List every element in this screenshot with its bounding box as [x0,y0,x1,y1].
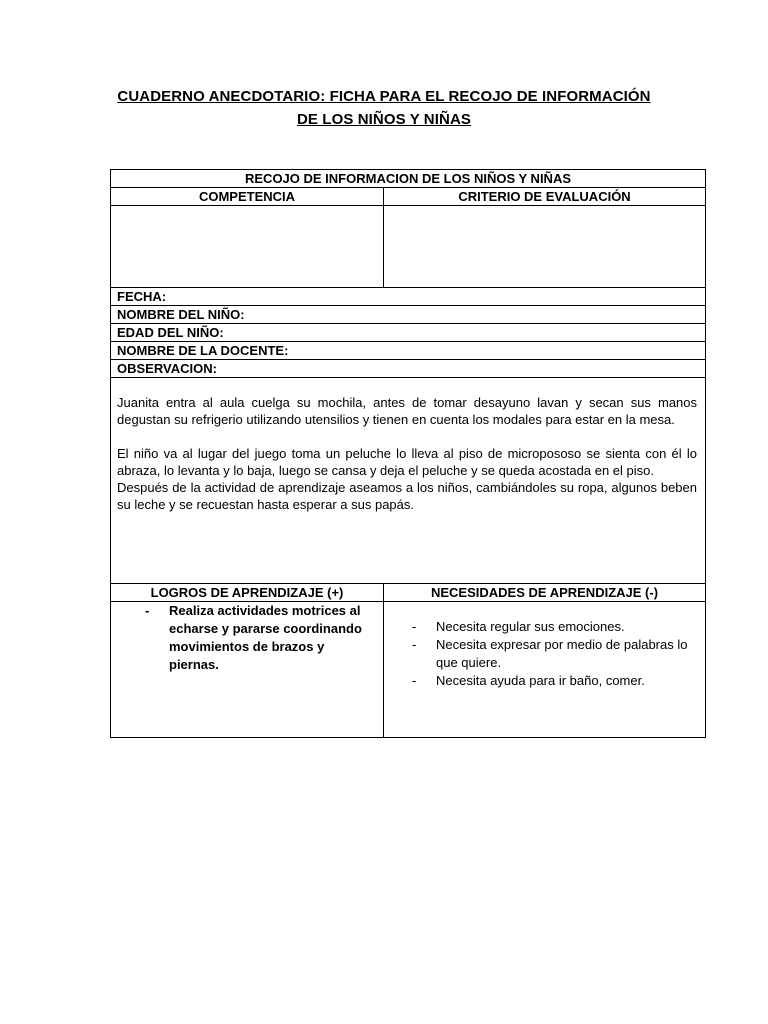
necesidad-item: - Necesita ayuda para ir baño, comer. [390,672,699,690]
fecha-label: FECHA: [111,288,706,306]
observacion-label: OBSERVACION: [111,360,706,378]
necesidades-cell [384,602,706,738]
document-title-line-1: CUADERNO ANECDOTARIO: FICHA PARA EL RECOJO DE INFORMACIÓN [117,88,651,105]
necesidad-item: - Necesita expresar por medio de palabras lo que quiere. [390,636,699,672]
criterio-header: CRITERIO DE EVALUACIÓN [384,188,706,206]
edad-nino-label: EDAD DEL NIÑO: [111,324,706,342]
table-header: RECOJO DE INFORMACION DE LOS NIÑOS Y NIÑAS [111,170,706,188]
logro-item: - Realiza actividades motrices al echarse y pararse coordinando movimientos de brazos y piernas. [117,602,377,674]
observation-paragraph-3: Después de la actividad de aprendizaje aseamos a los niños, cambiándoles su ropa, algunos beben su leche y se recuestan hasta esperar a sus papás. [117,480,698,512]
logros-cell [111,602,384,738]
nombre-docente-label: NOMBRE DE LA DOCENTE: [111,342,706,360]
information-table [110,169,706,738]
necesidades-header: NECESIDADES DE APRENDIZAJE (-) [384,584,706,602]
competencia-header: COMPETENCIA [111,188,384,206]
nombre-nino-label: NOMBRE DEL NIÑO: [111,306,706,324]
necesidades-list [390,618,699,690]
observation-paragraph-2: El niño va al lugar del juego toma un peluche lo lleva al piso de micropososo se sienta con él lo abraza, lo levanta y lo baja, luego se cansa y deja el peluche y se queda acostada en el piso. [117,446,698,478]
competencia-cell [111,206,384,288]
logros-header: LOGROS DE APRENDIZAJE (+) [111,584,384,602]
observation-paragraph-1: Juanita entra al aula cuelga su mochila, antes de tomar desayuno lavan y secan sus manos degustan su refrigerio utilizando utensilios y tienen en cuenta los modales para estar en la mesa. [117,395,698,427]
logros-list [117,602,377,674]
observation-text-cell [111,378,706,584]
criterio-cell [384,206,706,288]
necesidad-item: - Necesita regular sus emociones. [390,618,699,636]
document-title-line-2: DE LOS NIÑOS Y NIÑAS [297,111,471,128]
